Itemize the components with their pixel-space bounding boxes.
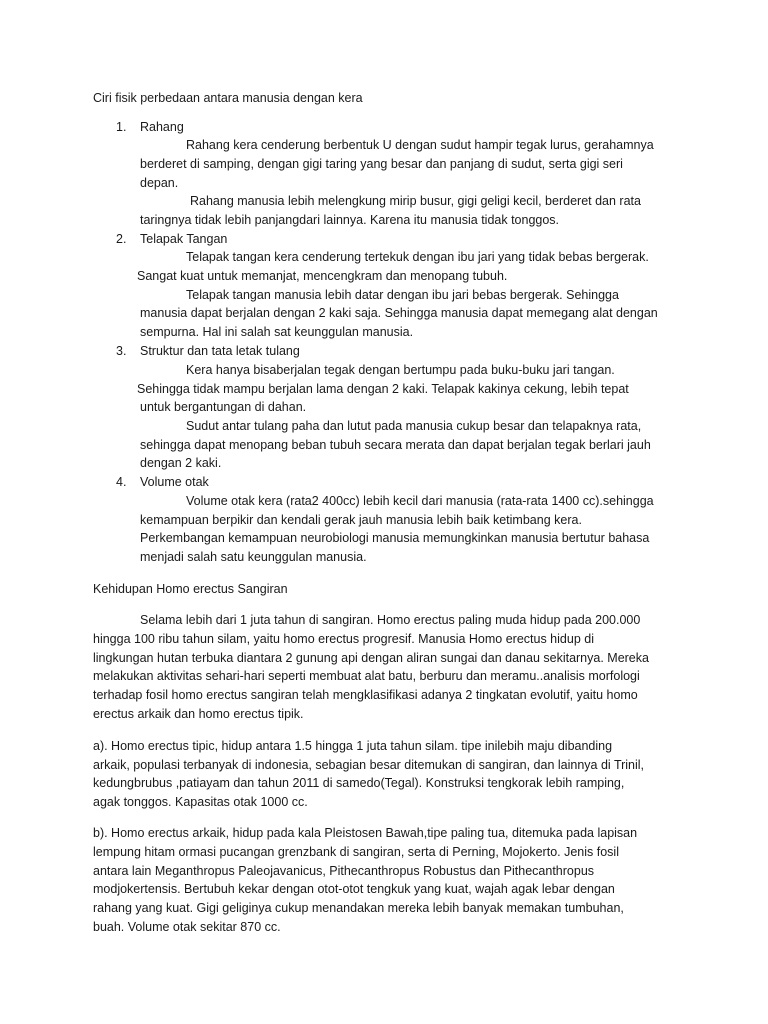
paragraph-line: hingga 100 ribu tahun silam, yaitu homo erectus progresif. Manusia Homo erectus hidup di [93,632,594,646]
list-heading-telapak-tangan: Telapak Tangan [140,232,228,246]
paragraph-line: buah. Volume otak sekitar 870 cc. [93,920,281,934]
section-title-homo-erectus: Kehidupan Homo erectus Sangiran [93,582,288,596]
paragraph-line: Selama lebih dari 1 juta tahun di sangiran. Homo erectus paling muda hidup pada 200.000 [140,613,641,627]
list-text-line: Rahang manusia lebih melengkung mirip busur, gigi geligi kecil, berderet dan rata [190,194,641,208]
paragraph-line: agak tonggos. Kapasitas otak 1000 cc. [93,795,308,809]
list-marker-1: 1. [116,120,127,134]
list-marker-3: 3. [116,344,127,358]
paragraph-line: a). Homo erectus tipic, hidup antara 1.5 hingga 1 juta tahun silam. tipe inilebih maju dibanding [93,739,613,753]
list-text-line: manusia dapat berjalan dengan 2 kaki saja. Sehingga manusia dapat memegang alat dengan [140,306,658,320]
list-text-line: Sangat kuat untuk memanjat, mencengkram dan menopang tubuh. [137,269,508,283]
list-text-line: untuk bergantungan di dahan. [140,400,307,414]
document-title: Ciri fisik perbedaan antara manusia dengan kera [93,91,363,105]
paragraph-line: antara lain Meganthropus Paleojavanicus, Pithecanthropus Robustus dan Pithecanthropus [93,864,595,878]
list-heading-rahang: Rahang [140,120,184,134]
list-text-line: kemampuan berpikir dan kendali gerak jauh manusia lebih baik ketimbang kera. [140,513,582,527]
list-text-line: depan. [140,176,179,190]
paragraph-line: kedungbrubus ,patiayam dan tahun 2011 di samedo(Tegal). Konstruksi tengkorak lebih ramping, [93,776,625,790]
list-text-line: Telapak tangan kera cenderung tertekuk dengan ibu jari yang tidak bebas bergerak. [186,250,649,264]
paragraph-line: modjokertensis. Bertubuh kekar dengan otot-otot tengkuk yang kuat, wajah agak lebar dengan [93,882,615,896]
list-marker-2: 2. [116,232,127,246]
list-marker-4: 4. [116,475,127,489]
paragraph-line: rahang yang kuat. Gigi geliginya cukup menandakan mereka lebih banyak memakan tumbuhan, [93,901,624,915]
list-heading-volume-otak: Volume otak [140,475,209,489]
list-text-line: Telapak tangan manusia lebih datar dengan ibu jari bebas bergerak. Sehingga [186,288,619,302]
list-text-line: berderet di samping, dengan gigi taring yang besar dan panjang di sudut, serta gigi seri [140,157,623,171]
paragraph-line: b). Homo erectus arkaik, hidup pada kala Pleistosen Bawah,tipe paling tua, ditemuka pada lapisan [93,826,638,840]
list-text-line: dengan 2 kaki. [140,456,222,470]
paragraph-line: lempung hitam ormasi pucangan grenzbank di sangiran, serta di Perning, Mojokerto. Jenis fosil [93,845,619,859]
paragraph-line: erectus arkaik dan homo erectus tipik. [93,707,304,721]
list-heading-struktur-tulang: Struktur dan tata letak tulang [140,344,300,358]
list-text-line: Sudut antar tulang paha dan lutut pada manusia cukup besar dan telapaknya rata, [186,419,642,433]
paragraph-line: terhadap fosil homo erectus sangiran telah mengklasifikasi adanya 2 tingkatan evolutif, yaitu homo [93,688,638,702]
list-text-line: Sehingga tidak mampu berjalan lama dengan 2 kaki. Telapak kakinya cekung, lebih tepat [137,382,629,396]
list-text-line: menjadi salah satu keunggulan manusia. [140,550,367,564]
list-text-line: sempurna. Hal ini salah sat keunggulan manusia. [140,325,414,339]
list-text-line: Kera hanya bisaberjalan tegak dengan bertumpu pada buku-buku jari tangan. [186,363,615,377]
paragraph-line: lingkungan hutan terbuka diantara 2 gunung api dengan aliran sungai dan danau sekitarnya. Mereka [93,651,649,665]
list-text-line: Volume otak kera (rata2 400cc) lebih kecil dari manusia (rata-rata 1400 cc).sehingga [186,494,654,508]
list-text-line: Perkembangan kemampuan neurobiologi manusia memungkinkan manusia bertutur bahasa [140,531,650,545]
list-text-line: sehingga dapat menopang beban tubuh secara merata dan dapat berjalan tegak berlari jauh [140,438,651,452]
paragraph-line: melakukan aktivitas sehari-hari seperti membuat alat batu, berburu dan meramu..analisis morfologi [93,669,640,683]
list-text-line: taringnya tidak lebih panjangdari lainnya. Karena itu manusia tidak tonggos. [140,213,560,227]
paragraph-line: arkaik, populasi terbanyak di indonesia, sebagian besar ditemukan di sangiran, dan lainnya di Trinil, [93,758,645,772]
list-text-line: Rahang kera cenderung berbentuk U dengan sudut hampir tegak lurus, gerahamnya [186,138,654,152]
